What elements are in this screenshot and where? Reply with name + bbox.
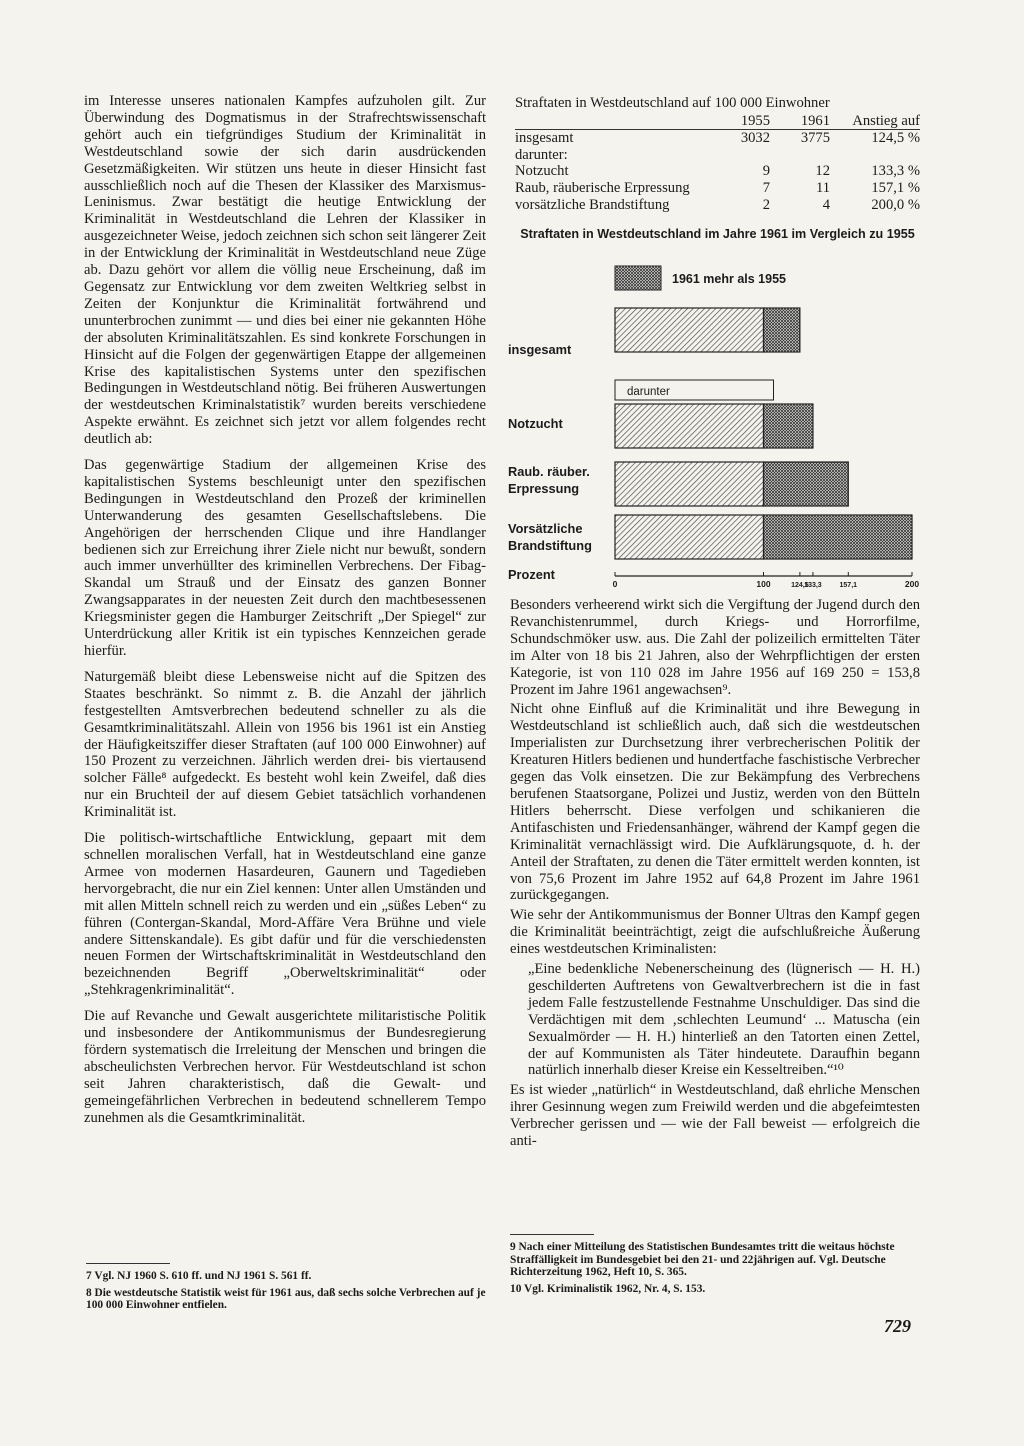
paragraph: Die politisch-wirtschaftliche Entwicklung, gepaart mit dem schnellen moralischen Verfall, hat in Westdeutschland eine ganze Armee von modernen Hasardeuren, Gaunern und Tagedieben hervorgebracht, die nur ein Ziel kennen: Unter allen Umständen und mit allen Mitteln schnell reich zu werden und ein „süßes Leben“ zu führen (Contergan-Skandal, Mord-Affäre Vera Brühne und viele andere Sittenskandale). Es gibt dafür und für die verschiedensten neuen Formen der Wirtschaftskriminalität in Westdeutschland den bezeichnenden Begriff „Oberweltskriminalität“ oder „Stehkragenkriminalität“.	[84, 830, 486, 999]
footnotes-left	[86, 1263, 486, 1316]
footnote-rule	[510, 1234, 594, 1235]
category-label: insgesamt	[508, 342, 572, 357]
legend-label: 1961 mehr als 1955	[672, 272, 786, 286]
chart-title: Straftaten in Westdeutschland im Jahre 1961 im Vergleich zu 1955	[520, 227, 915, 241]
bar-increase-3	[764, 515, 913, 559]
stats-table-title: Straftaten in Westdeutschland auf 100 000 Einwohner	[515, 95, 830, 111]
table-row	[515, 163, 920, 180]
footnote: 9 Nach einer Mitteilung des Statistischen Bundesamtes tritt die weitaus höchste Straffälligkeit im Bundesgebiet bei den 21- und 22jährigen auf. Vgl. Deutsche Richterzeitung 1962, Heft 10, S. 365.	[510, 1241, 895, 1279]
bar-base-1	[615, 404, 764, 448]
x-tick-label: 200	[904, 579, 920, 589]
paragraph: Besonders verheerend wirkt sich die Vergiftung der Jugend durch den Revanchistenrummel, durch Kriegs- und Horrorfilme, Schundschmöker usw. aus. Die Zahl der polizeilich ermittelten Täter im Alter von 18 bis 21 Jahren, also der Wehrpflichtigen der ersten Kategorie, ist von 110 028 im Jahre 1956 auf 169 250 = 153,8 Prozent im Jahre 1961 angewachsen⁹.	[510, 597, 920, 698]
table-cell: 4	[822, 196, 830, 213]
paragraph: Wie sehr der Antikommunismus der Bonner Ultras den Kampf gegen die Kriminalität beeinträchtigt, zeigt die aufschlußreiche Äußerung eines westdeutschen Kriminalisten:	[510, 907, 920, 958]
x-tick-label: 100	[756, 579, 771, 589]
table-cell: 3775	[800, 130, 830, 147]
footnote-rule	[86, 1263, 170, 1264]
table-header-row	[515, 113, 920, 130]
paragraph: im Interesse unseres nationalen Kampfes aufzuholen gilt. Zur Überwindung des Dogmatismus in der Strafrechtswissenschaft gehört auch ein tiefgründiges Studium der Kriminalität in Westdeutschland sowie der sich darin ausdrückenden Gesetzmäßigkeiten. Wir stützen uns heute in dieser Hinsicht fast ausschließlich noch auf die Thesen der Klassiker des Marxismus-Leninismus. Zwar bestätigt die heutige Entwicklung der Kriminalität in Westdeutschland die Lehren der Klassiker in ausgezeichneter Weise, jedoch zeichnen sich schon seit längerer Zeit in der Entwicklung der Kriminalität in Westdeutschland neue Züge ab. Dazu gehört vor allem die völlig neue Erscheinung, daß im Gegensatz zur Entwicklung vor dem zweiten Weltkrieg selbst in Zeiten der Konjunktur die Kriminalität fortwährend und ununterbrochen zunimmt — und dies bei einer nie gekannten Höhe der absoluten Kriminalitätszahlen. Es sind konkrete Forschungen in Hinsicht auf die Folgen der gegenwärtigen Etappe der allgemeinen Krise des kapitalistischen Systems unter den spezifischen Bedingungen in Westdeutschland nötig. Bei früheren Auswertungen der westdeutschen Kriminalstatistik⁷ wurden bereits verschiedene Aspekte erwähnt. Es zeichnet sich jetzt vor allem folgendes recht deutlich ab:	[84, 93, 486, 448]
table-cell	[725, 147, 770, 164]
bar-base-3	[615, 515, 764, 559]
table-cell	[830, 147, 920, 164]
table-row	[515, 147, 920, 164]
category-label: Vorsätzliche	[508, 521, 583, 536]
table-cell: 9	[762, 163, 770, 180]
paragraph: Es ist wieder „natürlich“ in Westdeutschland, daß ehrliche Menschen ihrer Gesinnung wegen zum Freiwild werden und die abgefeimtesten Verbrecher gerissen und — wie der Fall beweist — erfolgreich die anti-	[510, 1082, 920, 1150]
table-cell: 133,3 %	[871, 163, 920, 180]
x-axis-label: Prozent	[508, 567, 555, 582]
paragraph: Die auf Revanche und Gewalt ausgerichtete militaristische Politik und insbesondere der Antikommunismus der Bundesregierung fördern systematisch die Irreleitung der Menschen und bringen die abscheulichsten Verbrechen hervor. Für Westdeutschland ist schon seit Jahren charakteristisch, daß die Gewalt- und gemeingefährlichen Verbrechen in bedeutend schnellerem Tempo zunehmen als die Gesamtkriminalität.	[84, 1008, 486, 1126]
footnote: 8 Die westdeutsche Statistik weist für 1961 aus, daß sechs solche Verbrechen auf je 100 000 Einwohner entfielen.	[86, 1286, 486, 1312]
category-label: Erpressung	[508, 481, 580, 496]
table-row	[515, 180, 920, 197]
stats-table	[515, 95, 920, 213]
x-tick-label: 133,3	[804, 582, 822, 589]
table-header: 1955	[725, 113, 770, 130]
table-cell: insgesamt	[515, 130, 574, 147]
legend-swatch	[615, 266, 661, 290]
table-cell: 7	[762, 179, 770, 196]
subheading-label: darunter	[627, 386, 670, 398]
bar-increase-0	[764, 308, 800, 352]
footnotes-right	[510, 1234, 920, 1299]
stats-grid	[515, 113, 920, 214]
table-cell: 124,5 %	[871, 130, 920, 147]
table-cell: 12	[815, 163, 830, 180]
table-row	[515, 197, 920, 214]
right-column	[510, 597, 920, 1153]
category-label: Brandstiftung	[508, 538, 592, 553]
page-number: 729	[884, 1316, 911, 1336]
footnote: 10 Vgl. Kriminalistik 1962, Nr. 4, S. 153.	[510, 1282, 706, 1295]
left-column	[84, 93, 486, 1135]
table-cell: 2	[762, 196, 770, 213]
table-cell: vorsätzliche Brandstiftung	[515, 196, 670, 213]
table-cell: 11	[815, 179, 830, 196]
x-tick-label: 157,1	[839, 582, 858, 589]
bar-base-0	[615, 308, 764, 352]
bar-increase-2	[764, 462, 849, 506]
bar-increase-1	[764, 404, 813, 448]
table-cell: 200,0 %	[871, 196, 920, 213]
table-cell: 157,1 %	[871, 179, 920, 196]
footnote: 7 Vgl. NJ 1960 S. 610 ff. und NJ 1961 S. 561 ff.	[86, 1270, 312, 1282]
x-tick-label: 0	[612, 579, 618, 589]
table-cell: Raub, räuberische Erpressung	[515, 179, 690, 196]
table-header	[515, 113, 725, 130]
category-label: Raub. räuber.	[508, 464, 590, 479]
paragraph: Nicht ohne Einfluß auf die Kriminalität und ihre Bewegung in Westdeutschland ist schließlich auch, daß sich die westdeutschen Imperialisten zur Durchsetzung ihrer verbrecherischen Politik der Kreaturen Hitlers bedienen und hundertfache faschistische Verbrecher gegen das Volk einsetzen. Die zur Bekämpfung des Verbrechens berufenen Staatsorgane, Polizei und Justiz, werden von den Bütteln Hitlers beherrscht. Diese verfolgen und schikanieren die Antifaschisten und Friedensanhänger, während der Kampf gegen die Kriminalität vernachlässigt wird. Die Aufklärungsquote, d. h. der Anteil der Straftaten, zu denen die Täter ermittelt werden konnten, ist von 75,6 Prozent im Jahre 1952 auf 64,8 Prozent im Jahre 1961 zurückgegangen.	[510, 701, 920, 904]
bar-chart	[500, 258, 920, 594]
table-header: 1961	[770, 113, 830, 130]
table-cell: darunter:	[515, 146, 568, 163]
bar-base-2	[615, 462, 764, 506]
table-row	[515, 130, 920, 147]
table-cell: Notzucht	[515, 163, 569, 180]
paragraph: Naturgemäß bleibt diese Lebensweise nicht auf die Spitzen des Staates beschränkt. So nimmt z. B. die Anzahl der jährlich festgestellten Amtsverbrechen bedeutend schneller zu als die Gesamtkriminalitätszahl. Allein von 1956 bis 1961 ist ein Anstieg der Häufigkeitsziffer dieser Straftaten (auf 100 000 Einwohner) auf 150 Prozent zu verzeichnen. Jährlich werden drei- bis viertausend solcher Fälle⁸ aufgedeckt. Es besteht wohl kein Zweifel, daß dies nur ein Bruchteil der auf diesem Gebiet tatsächlich vorhandenen Kriminalität ist.	[84, 668, 486, 821]
table-cell	[770, 147, 830, 164]
category-label: Notzucht	[508, 416, 563, 431]
x-tick-label: 124,5	[791, 582, 809, 589]
table-cell: 3032	[740, 130, 770, 147]
table-header: Anstieg auf	[830, 113, 920, 130]
block-quote: „Eine bedenkliche Nebenerscheinung des (lügnerisch — H. H.) geschilderten Auftretens von Gewaltverbrechern ist die in fast jedem Falle festzustellende Festnahme Unschuldiger. Das sind die Verdächtigen mit dem ‚schlechten Leumund‘ ... Matuscha (ein Sexualmörder — H. H.) hinterließ an den Tatorten einen Zettel, der auf Kommunisten als Täter hindeutete. Daraufhin begann natürlich innerhalb dieser Kreise ein Kesseltreiben.“¹⁰	[528, 961, 920, 1079]
paragraph: Das gegenwärtige Stadium der allgemeinen Krise des kapitalistischen Systems beschleunigt unter den spezifischen Bedingungen in Westdeutschland den Prozeß der kriminellen Unterwanderung des gesamten Gesellschaftslebens. Die Angehörigen der herrschenden Clique und ihre Handlanger bedienen sich zur Erreichung ihrer Ziele nicht nur bewußt, sondern auch immer unverhüllter des kriminellen Verbrechens. Der Fibag-Skandal um Strauß und der Einsatz des ganzen Bonner Zwangsapparates in der neuesten Zeit durch den machtbesessenen Kriegsminister gegen die Hamburger Zeitschrift „Der Spiegel“ zur Unterdrückung aller Kritik ist ein typisches Kennzeichen gerade hierfür.	[84, 457, 486, 659]
